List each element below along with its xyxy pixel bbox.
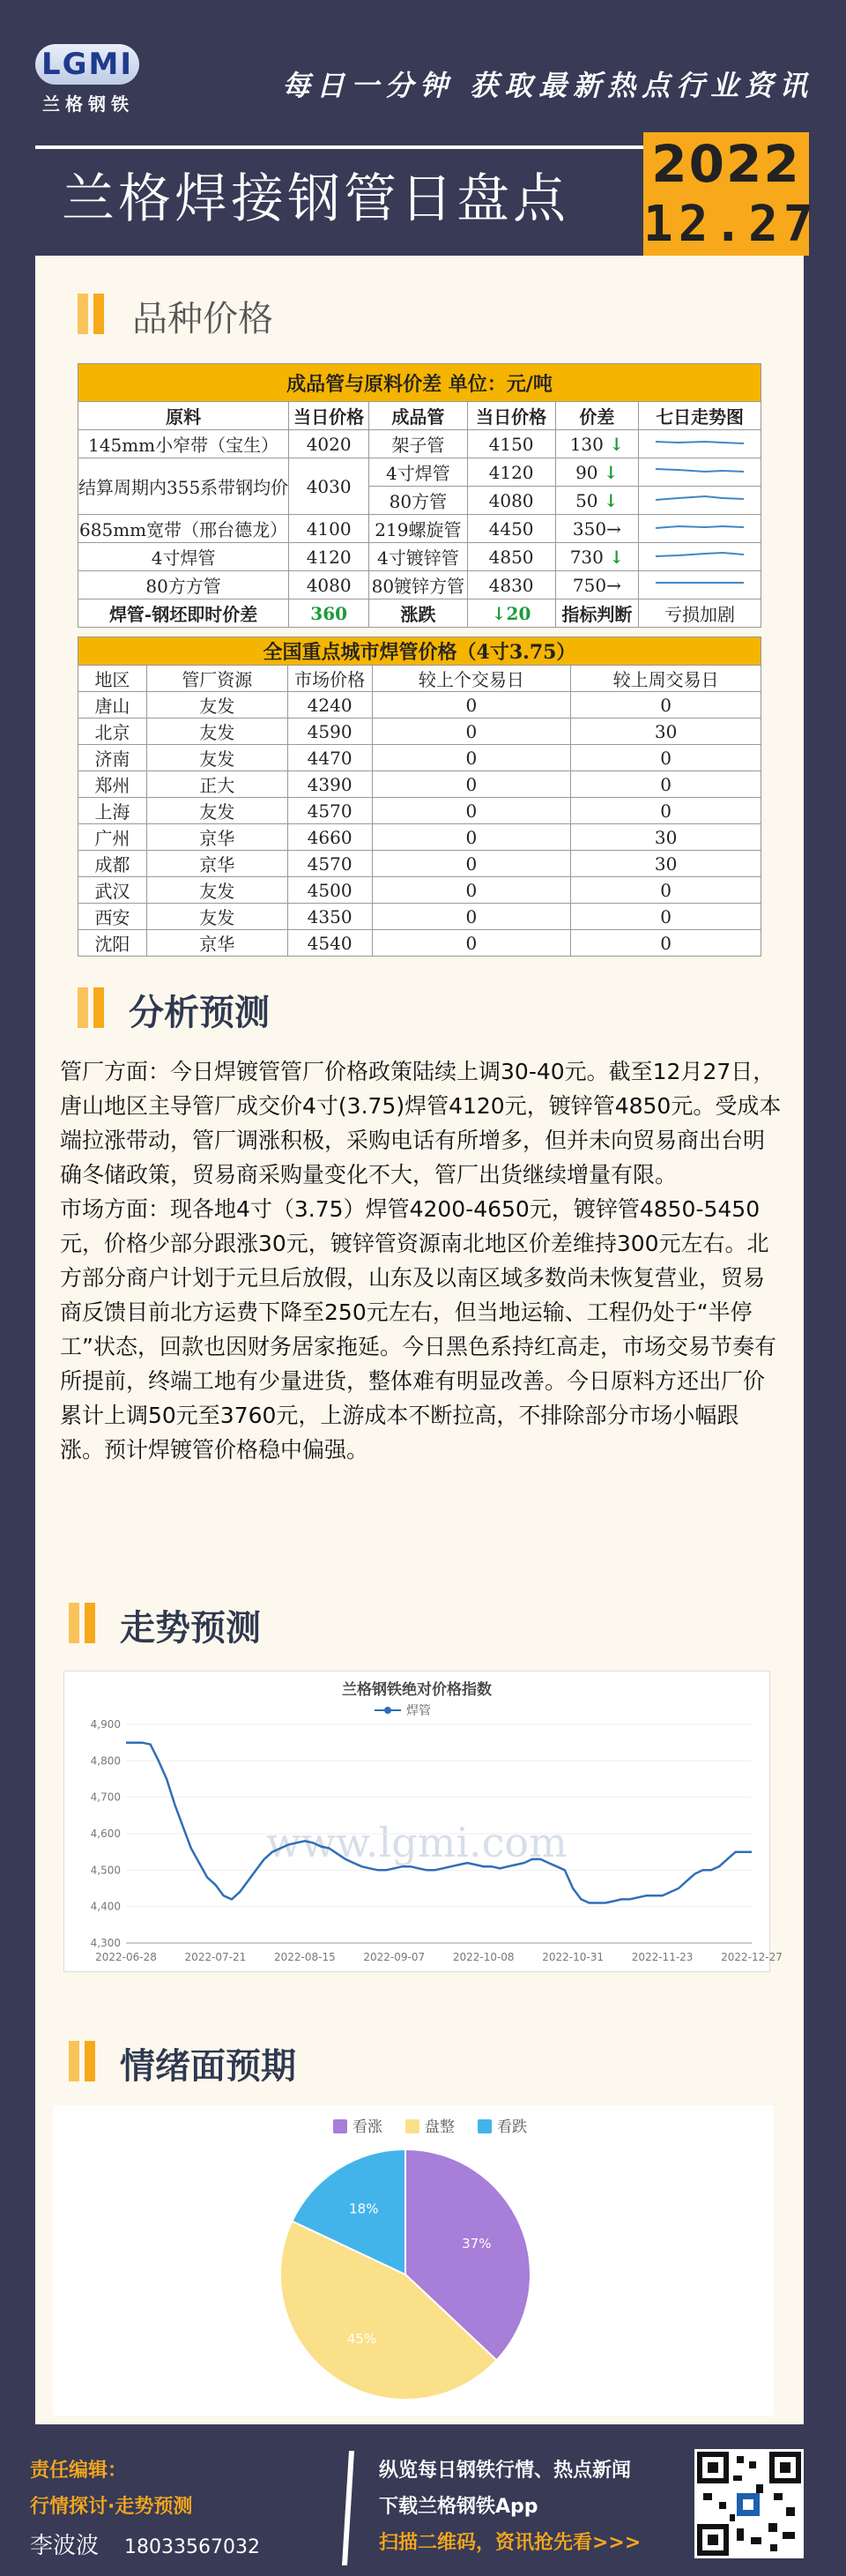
footer-line-2: 下载兰格钢铁App (379, 2496, 538, 2518)
price: 4570 (287, 798, 372, 824)
change-day: 0 (372, 904, 571, 930)
change-week: 0 (571, 798, 761, 824)
change-week: 0 (571, 877, 761, 904)
raw-price: 4030 (289, 458, 369, 515)
right-arrow-icon: → (606, 517, 621, 540)
footer-line-3: 扫描二维码，资讯抢先看>>> (379, 2532, 642, 2554)
y-tick-label: 4,500 (90, 1864, 121, 1877)
pie-label: 18% (349, 2200, 379, 2217)
column-header: 当日价格 (289, 402, 369, 430)
section-title-trend: 走势预测 (120, 1608, 261, 1649)
section-marker (69, 2041, 95, 2081)
instant-spread-value: 360 (289, 599, 369, 628)
sparkline-line (656, 553, 744, 556)
mill: 友发 (146, 904, 287, 930)
change-day: 0 (372, 824, 571, 851)
spread: 50 ↓ (555, 487, 639, 515)
table-row (78, 798, 761, 824)
logo (35, 44, 141, 115)
sparkline (639, 543, 761, 571)
change-week: 0 (571, 745, 761, 771)
city: 成都 (78, 851, 147, 877)
table-row (78, 515, 761, 543)
table-row (78, 718, 761, 745)
spread: 750→ (555, 571, 639, 599)
legend-label: 看涨 (352, 2118, 382, 2136)
raw-material: 4寸焊管 (78, 543, 289, 571)
down-arrow-icon: ↓ (603, 489, 619, 511)
raw-material: 145mm小窄带（宝生） (78, 430, 289, 458)
y-tick-label: 4,300 (90, 1937, 121, 1949)
sentiment-chart-card (53, 2105, 774, 2416)
date-year: 2022 (651, 134, 801, 194)
legend-label: 盘整 (425, 2118, 455, 2136)
legend-swatch (405, 2119, 419, 2133)
raw-price: 4120 (289, 543, 369, 571)
change-week: 0 (571, 904, 761, 930)
table-row (78, 930, 761, 957)
column-header: 市场价格 (287, 666, 372, 692)
table-row (78, 571, 761, 599)
column-header: 七日走势图 (639, 402, 761, 430)
down-arrow-icon: ↓ (609, 546, 625, 568)
product: 80镀锌方管 (369, 571, 467, 599)
column-name: 行情探讨·走势预测 (30, 2496, 193, 2518)
mill: 京华 (146, 824, 287, 851)
table-row (78, 458, 761, 487)
change-week: 30 (571, 718, 761, 745)
x-tick-label: 2022-08-15 (273, 1951, 336, 1963)
product: 4寸镀锌管 (369, 543, 467, 571)
logo-subtitle: 兰格钢铁 (42, 93, 134, 115)
judge-value: 亏损加剧 (639, 599, 761, 628)
spread: 90 ↓ (555, 458, 639, 487)
table-row (78, 904, 761, 930)
x-tick-label: 2022-07-21 (184, 1951, 247, 1963)
city: 北京 (78, 718, 147, 745)
section-marker (78, 987, 104, 1028)
city-price-table (78, 637, 761, 957)
chart-title: 兰格钢铁绝对价格指数 (342, 1681, 492, 1699)
chart-watermark: www.lgmi.com (266, 1819, 568, 1866)
change-week: 0 (571, 692, 761, 718)
sentiment-pie-chart (53, 2105, 774, 2416)
analysis-mill: 管厂方面：今日焊镀管管厂价格政策陆续上调30-40元。截至12月27日，唐山地区主导管厂成交价4寸(3.75)焊管4120元，镀锌管4850元。受成本端拉涨带动，管厂调涨积极，采购电话有所增多，但并未向贸易商出台明确冬储政策，贸易商采购量变化不大，管厂出货继续增量有限。 (60, 1059, 782, 1187)
city: 广州 (78, 824, 147, 851)
down-arrow-icon: ↓ (609, 433, 625, 455)
city: 沈阳 (78, 930, 147, 957)
mill: 友发 (146, 798, 287, 824)
mill: 友发 (146, 692, 287, 718)
table-row (78, 771, 761, 798)
sparkline (639, 430, 761, 458)
column-header: 管厂资源 (146, 666, 287, 692)
product-price: 4830 (467, 571, 555, 599)
price: 4570 (287, 851, 372, 877)
product: 架子管 (369, 430, 467, 458)
mill: 友发 (146, 745, 287, 771)
sparkline-line (656, 526, 744, 528)
city: 唐山 (78, 692, 147, 718)
price: 4470 (287, 745, 372, 771)
footer-line-1: 纵览每日钢铁行情、热点新闻 (379, 2460, 632, 2482)
change-day: 0 (372, 718, 571, 745)
table-row (78, 430, 761, 458)
product-price: 4850 (467, 543, 555, 571)
pie-label: 45% (346, 2330, 377, 2347)
column-header: 较上个交易日 (372, 666, 571, 692)
table-title: 全国重点城市焊管价格（4寸3.75） (78, 637, 761, 666)
mill: 正大 (146, 771, 287, 798)
sparkline (639, 458, 761, 487)
city: 济南 (78, 745, 147, 771)
y-tick-label: 4,700 (90, 1791, 121, 1804)
section-title-sentiment: 情绪面预期 (120, 2046, 296, 2087)
mill: 京华 (146, 930, 287, 957)
spread: 130 ↓ (555, 430, 639, 458)
x-tick-label: 2022-09-07 (363, 1951, 426, 1963)
product-price: 4150 (467, 430, 555, 458)
table-row (78, 851, 761, 877)
change-value: ↓20 (467, 599, 555, 628)
city: 上海 (78, 798, 147, 824)
legend-label: 看跌 (497, 2118, 527, 2136)
x-tick-label: 2022-10-08 (452, 1951, 515, 1963)
analysis-market: 市场方面：现各地4寸（3.75）焊管4200-4650元，镀锌管4850-5450元，价格少部分跟涨30元，镀锌管资源南北地区价差维持300元左右。北方部分商户计划于元旦后放假，山东及以南区域多数尚未恢复营业，贸易商反馈目前北方运费下降至250元左右，但当地运输、工程仍处于“半停工”状态，回款也因财务居家拖延。今日黑色系持红高走，市场交易节奏有所提前，终端工地有少量进货，整体难有明显改善。今日原料方还出厂价累计上调50元至3760元，上游成本不断拉高，不排除部分市场小幅跟涨。预计焊镀管价格稳中偏强。 (60, 1196, 776, 1463)
price: 4660 (287, 824, 372, 851)
product-price: 4120 (467, 458, 555, 487)
mill: 京华 (146, 851, 287, 877)
price-spread-table (78, 363, 761, 628)
legend-marker (384, 1707, 391, 1714)
y-tick-label: 4,400 (90, 1900, 121, 1913)
date-day: 12.27 (643, 196, 819, 253)
logo-mark: LGMI (35, 44, 139, 85)
raw-price: 4020 (289, 430, 369, 458)
price: 4540 (287, 930, 372, 957)
analysis-text (60, 1054, 783, 1467)
table-row (78, 877, 761, 904)
y-tick-label: 4,900 (90, 1718, 121, 1731)
mill: 友发 (146, 877, 287, 904)
raw-material: 685mm宽带（邢台德龙） (78, 515, 289, 543)
editor-name: 李波波 (30, 2533, 100, 2559)
column-header: 价差 (555, 402, 639, 430)
x-tick-label: 2022-12-27 (721, 1951, 783, 1963)
table-title: 成品管与原料价差 单位：元/吨 (78, 364, 761, 402)
mill: 友发 (146, 718, 287, 745)
legend-swatch (478, 2119, 492, 2133)
price: 4500 (287, 877, 372, 904)
change-week: 0 (571, 930, 761, 957)
judge-label: 指标判断 (555, 599, 639, 628)
section-marker (69, 1603, 95, 1643)
change-day: 0 (372, 771, 571, 798)
sparkline-line (656, 442, 744, 443)
right-arrow-icon: → (606, 574, 621, 596)
change-day: 0 (372, 877, 571, 904)
spread: 730 ↓ (555, 543, 639, 571)
x-tick-label: 2022-06-28 (95, 1951, 157, 1963)
change-day: 0 (372, 851, 571, 877)
product-price: 4080 (467, 487, 555, 515)
qr-code-icon[interactable] (694, 2449, 804, 2558)
trend-line-chart (64, 1671, 783, 1971)
product: 4寸焊管 (369, 458, 467, 487)
city: 郑州 (78, 771, 147, 798)
change-day: 0 (372, 745, 571, 771)
raw-price: 4100 (289, 515, 369, 543)
change-day: 0 (372, 930, 571, 957)
table-row (78, 824, 761, 851)
price: 4390 (287, 771, 372, 798)
section-marker (78, 294, 104, 334)
change-week: 30 (571, 851, 761, 877)
spread: 350→ (555, 515, 639, 543)
editor-phone: 18033567032 (124, 2536, 260, 2558)
page-title: 兰格焊接钢管日盘点 (62, 168, 569, 230)
price: 4590 (287, 718, 372, 745)
change-day: 0 (372, 798, 571, 824)
legend-swatch (333, 2119, 347, 2133)
city: 武汉 (78, 877, 147, 904)
sparkline (639, 487, 761, 515)
table-row (78, 692, 761, 718)
pie-label: 37% (462, 2236, 492, 2252)
date-badge (643, 132, 819, 256)
sparkline (639, 515, 761, 543)
table-row (78, 745, 761, 771)
slogan: 每日一分钟 获取最新热点行业资讯 (282, 69, 814, 102)
editor-contact (30, 2528, 260, 2560)
product: 219螺旋管 (369, 515, 467, 543)
sparkline-line (656, 469, 744, 472)
down-arrow-icon: ↓ (603, 461, 619, 483)
table-row (78, 599, 761, 628)
sparkline (639, 571, 761, 599)
x-tick-label: 2022-11-23 (631, 1951, 694, 1963)
sparkline-line (656, 496, 744, 500)
section-title-price: 品种价格 (132, 299, 273, 339)
y-tick-label: 4,600 (90, 1828, 121, 1840)
change-day: 0 (372, 692, 571, 718)
divider (342, 2451, 354, 2565)
raw-price: 4080 (289, 571, 369, 599)
raw-material: 80方方管 (78, 571, 289, 599)
instant-spread-label: 焊管-钢坯即时价差 (78, 599, 289, 628)
product: 80方管 (369, 487, 467, 515)
column-header: 原料 (78, 402, 289, 430)
section-title-analysis: 分析预测 (129, 993, 270, 1033)
column-header: 地区 (78, 666, 147, 692)
change-week: 30 (571, 824, 761, 851)
change-week: 0 (571, 771, 761, 798)
column-header: 较上周交易日 (571, 666, 761, 692)
price: 4240 (287, 692, 372, 718)
x-tick-label: 2022-10-31 (542, 1951, 605, 1963)
trend-chart-card (63, 1671, 783, 1972)
column-header: 当日价格 (467, 402, 555, 430)
raw-material: 结算周期内355系带钢均价 (78, 458, 289, 515)
legend-label: 焊管 (406, 1704, 431, 1718)
editor-label: 责任编辑： (30, 2460, 128, 2482)
product-price: 4450 (467, 515, 555, 543)
price: 4350 (287, 904, 372, 930)
table-row (78, 543, 761, 571)
city: 西安 (78, 904, 147, 930)
column-header: 成品管 (369, 402, 467, 430)
y-tick-label: 4,800 (90, 1754, 121, 1768)
change-label: 涨跌 (369, 599, 467, 628)
